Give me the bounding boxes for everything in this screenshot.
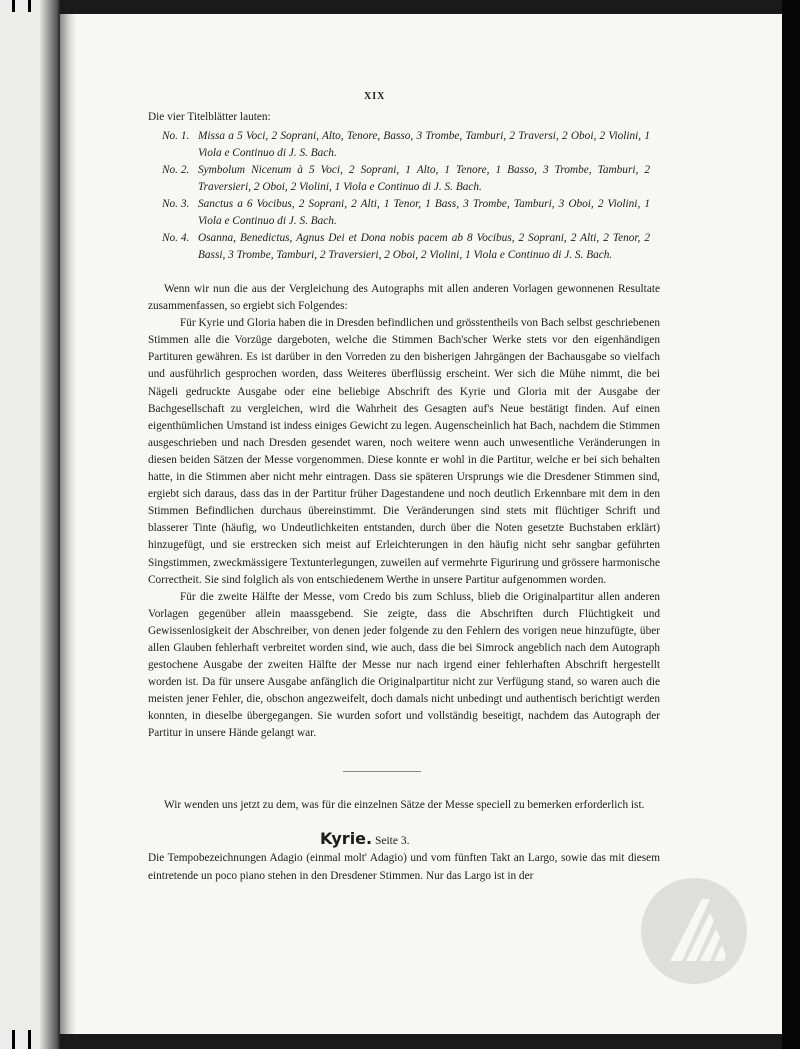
kyrie-title: Kyrie. xyxy=(320,829,373,848)
edge-mark xyxy=(12,0,15,12)
entry-number: No. 2. xyxy=(162,164,190,176)
book-gutter xyxy=(40,0,60,1049)
section-divider xyxy=(343,771,421,772)
kyrie-heading xyxy=(320,829,409,848)
entry-number: No. 3. xyxy=(162,198,190,210)
paragraph-credo: Für die zweite Hälfte der Messe, vom Credo bis zum Schluss, blieb die Originalpartitur allen anderen Vorlagen gegenüber allein maassgebend. Sie zeigte, dass die Abschriften durch Flüchtigkeit und Gewissenlosigkeit der Abschreiber, von denen jeder folgende zu den Fehlern des vorigen neue hinzufügte, über allen Glauben fehlerhaft verbreitet worden sind, wie auch, dass die bei Simrock angeblich nach dem Autograph gestochene Ausgabe der zweiten Hälfte der Messe nur nach irgend einer fehlerhaften Abschrift hergestellt worden ist. Da für unsere Ausgabe anfänglich die Originalpartitur nicht zur Verfügung stand, so waren auch die meisten jener Fehler, die, obschon angezweifelt, doch damals nicht unbedingt und authentisch berichtigt werden konnten, in dieselbe übergegangen. Sie wurden sofort und vollständig beseitigt, nachdem das Autograph der Partitur in unsere Hände gelangt war. xyxy=(148,590,660,740)
spine-shadow xyxy=(60,14,76,1034)
page-number: XIX xyxy=(364,91,386,102)
kyrie-page-ref: Seite 3. xyxy=(374,835,410,847)
entry-text: Symbolum Nicenum à 5 Voci, 2 Soprani, 1 Alto, 1 Tenore, 1 Basso, 3 Trombe, Tamburi, 2 Traversieri, 2 Oboi, 2 Violini, 1 Viola e Continuo di J. S. Bach. xyxy=(198,164,650,194)
paragraph-summary: Wenn wir nun die aus der Vergleichung des Autographs mit allen anderen Vorlagen gewonnenen Resultate zusammenfassen, so ergiebt sich Folgendes: xyxy=(148,283,660,313)
edge-mark xyxy=(12,1030,15,1049)
paragraph-kyrie-tempo xyxy=(148,849,660,885)
paragraph-transition: Wir wenden uns jetzt zu dem, was für die einzelnen Sätze der Messe speciell zu bemerken erforderlich ist. xyxy=(164,799,645,811)
entry-number: No. 1. xyxy=(162,130,190,142)
entry-text: Sanctus a 6 Vocibus, 2 Soprani, 2 Alti, 1 Tenor, 1 Bass, 3 Trombe, Tamburi, 3 Oboi, 2 Violini, 1 Viola e Continuo di J. S. Bach. xyxy=(198,198,650,228)
library-watermark-icon xyxy=(640,877,748,985)
intro-line: Die vier Titelblätter lauten: xyxy=(148,111,271,123)
paragraph-kyrie-gloria: Für Kyrie und Gloria haben die in Dresden befindlichen und grösstentheils von Bach selbst geschriebenen Stimmen alle die Vorzüge dargeboten, welche die Stimmen Bach'scher Werke stets vor den eigenhändigen Partituren gewähren. Es ist darüber in den Vorreden zu den bisherigen Jahrgängen der Bachausgabe so vielfach und ausführlich gesprochen worden, dass Weiteres überflüssig erscheint. Wer sich die Mühe nimmt, die bei Nägeli gedruckte Ausgabe oder eine beliebige Abschrift des Kyrie und Gloria mit der Ausgabe der Bachgesellschaft zu vergleichen, wird die Wahrheit des Gesagten auf's Neue bestätigt finden. Auf einen eigenthümlichen Umstand ist indess einiges Gewicht zu legen. Augenscheinlich hat Bach, nachdem die Stimmen ausgeschrieben und nach Dresden gesendet waren, noch weitere wenn auch unwesentliche Veränderungen in diesen beiden Sätzen der Messe vorgenommen. Diese konnte er wohl in die Partitur, welche er bei sich behalten hatte, in die Stimmen aber nicht mehr eintragen. Dass sie späteren Ursprungs wie die Dresdener Stimmen sind, ergiebt sich daraus, dass das in der Partitur früher Dagestandene und noch deutlich Erkennbare mit dem in den Stimmen Befindlichen durchaus übereinstimmt. Die Veränderungen sind stets mit flüchtiger Schrift und blasserer Tinte (häufig, wo Undeutlichkeiten entstanden, durch über die Noten gesetzte Buchstaben erklärt) hinzugefügt, und sie erstrecken sich meist auf Erleichterungen in den häufig nicht sehr sangbar geführten Singstimmen, zweckmässigere Textunterlegungen, zuweilen auf vermehrte Figurirung und grössere harmonische Correctheit. Sie sind folglich als von entschiedenem Werthe in unsere Partitur aufgenommen worden. xyxy=(148,317,660,586)
title-entry-1 xyxy=(148,128,648,162)
entry-text: Osanna, Benedictus, Agnus Dei et Dona nobis pacem ab 8 Vocibus, 2 Soprani, 2 Alti, 2 Tenor, 2 Bassi, 3 Trombe, Tamburi, 2 Traversieri, 2 Oboi, 2 Violini, 1 Viola e Continuo di J. S. Bach. xyxy=(198,232,650,262)
paragraph-tempo: Die Tempobezeichnungen Adagio (einmal molt' Adagio) und vom fünften Takt an Largo, sowie das mit diesem eintretende un poco piano stehen in den Dresdener Stimmen. Nur das Largo ist in der xyxy=(148,852,660,882)
entry-number: No. 4. xyxy=(162,232,190,244)
transition-text xyxy=(148,796,660,814)
entry-text: Missa a 5 Voci, 2 Soprani, Alto, Tenore, Basso, 3 Trombe, Tamburi, 2 Traversi, 2 Oboi, 2 Violini, 1 Viola e Continuo di J. S. Bach. xyxy=(198,130,650,160)
edge-mark xyxy=(28,0,31,12)
body-text xyxy=(148,281,660,743)
title-entry-2 xyxy=(148,162,648,196)
scan-border xyxy=(782,0,800,1049)
title-entry-3 xyxy=(148,196,648,230)
edge-mark xyxy=(28,1030,31,1049)
title-entry-4 xyxy=(148,230,648,281)
